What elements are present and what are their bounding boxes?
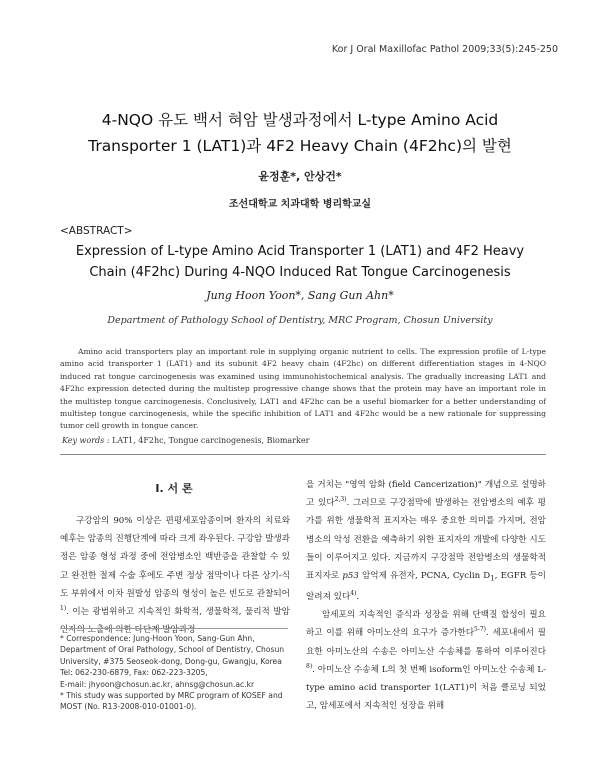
subscript: 1: [490, 573, 495, 583]
intro-paragraph: [60, 512, 290, 639]
english-department: Department of Pathology School of Dentistry, MRC Program, Chosun University: [107, 315, 493, 326]
footnote-correspondence: * Correspondence: Jung-Hoon Yoon, Sang-Gun Ahn, Department of Oral Pathology, School of Dentistry, Chosun University, #375 Seoseok-dong, Dong-gu, Gwangju, Korea: [60, 634, 285, 666]
english-title-line1: Expression of L-type Amino Acid Transporter 1 (LAT1) and 4F2 Heavy: [75, 244, 525, 259]
korean-title-line1: 4-NQO 유도 백서 혀암 발생과정에서 L-type Amino Acid: [101, 111, 499, 129]
footnote-tel-fax: Tel: 062-230-6879, Fax: 062-223-3205,: [60, 668, 208, 678]
abstract-heading: <ABSTRACT>: [60, 225, 133, 237]
footnotes: [60, 633, 288, 713]
intro-right-column: [306, 476, 546, 715]
text-run: . 그러므로 구강점막에 발생하는 전암병소의 예후 평가를 위한 생물학적 표지자는 매우 중요한 의미를 가지며, 전암병소의 악성 전환을 예측하기 위한 표지자의 개발에 다양한 시도들이 이루어지고 있다. 지금까지 구강점막 전암병소의 생물학적 표지자로: [306, 498, 546, 582]
footnote-support: * This study was supported by MRC program of KOSEF and MOST (No. R13-2008-010-01001-0).: [60, 691, 283, 712]
abstract-body: Amino acid transporters play an important role in supplying organic nutrient to cells. The expression profile of L-type amino acid transporter 1 (LAT1) and its subunit 4F2 heavy chain (4F2hc) on different differentiation stages in 4-NQO induced rat tongue carcinogenesis was examined using immunohistochemical analysis. The gradually increasing LAT1 and 4F2hc expression detected during the multistep progressive change shows that the protein may have an important role in the multistep tongue carcinogenesis. Conclusively, LAT1 and 4F2hc can be a useful biomarker for a better understanding of multistep tongue carcinogenesis, while the specific inhibition of LAT1 and 4F2hc would be a new rationale for suppressing tumor cell growth in tongue cancer.: [60, 347, 546, 431]
footnote-divider: [60, 628, 288, 629]
citation-ref: 1): [60, 605, 67, 613]
footnote-email: E-mail: jhyoon@chosun.ac.kr, ahnsg@chosun.ac.kr: [60, 679, 255, 689]
section-heading-introduction: I. 서 론: [155, 482, 193, 495]
english-authors: Jung Hoon Yoon*, Sang Gun Ahn*: [206, 289, 394, 302]
korean-authors: 윤정훈*, 안상건*: [258, 170, 342, 183]
keywords-list: LAT1, 4F2hc, Tongue carcinogenesis, Biomarker: [112, 436, 310, 445]
text-run: . 이는 광범위하고 지속적인 화학적, 생물학적, 물리적 발암 인자의 노출에 의한 다단계 발암과정: [60, 607, 290, 636]
english-title-line2: Chain (4F2hc) During 4-NQO Induced Rat Tongue Carcinogenesis: [89, 265, 511, 280]
citation-ref: 2,3): [334, 496, 347, 504]
korean-affiliation: 조선대학교 치과대학 병리학교실: [228, 199, 372, 210]
text-run: 암억제 유전자, PCNA, Cyclin D: [358, 571, 491, 582]
keywords-label: Key words :: [62, 436, 110, 445]
korean-title-line2: Transporter 1 (LAT1)과 4F2 Heavy Chain (4F2hc)의 발현: [88, 137, 512, 155]
gene-name: p53: [342, 571, 359, 582]
citation-ref: 8): [306, 662, 313, 670]
abstract-divider: [60, 454, 546, 455]
text-run: , EGFR 등이 알려져 있다: [306, 571, 546, 602]
citation-ref: 4): [350, 590, 357, 598]
journal-citation: Kor J Oral Maxillofac Pathol 2009;33(5):245-250: [331, 44, 558, 55]
citation-ref: 5-7): [474, 626, 487, 634]
intro-paragraph: [306, 606, 546, 715]
text-run: 구강암의 90% 이상은 편평세포암종이며 환자의 치료와 예후는 암종의 진행단계에 따라 크게 좌우된다. 구강암 발생과정은 암종 형성 과정 중에 전암병소인 백반증을 관찰할 수 있고 완전한 절제 수술 후에도 주변 정상 점막이나 다른 상기-식도 부위에서 이차 원발성 암종의 형성이 높은 빈도로 관찰되어: [60, 516, 290, 599]
keywords: [62, 436, 309, 445]
text-run: 을 거치는 "영역 암화 (field Cancerization)" 개념으로 설명하고 있다: [306, 480, 546, 509]
text-run: .: [356, 591, 360, 602]
text-run: 암세포의 지속적인 증식과 성장을 위해 단백질 합성이 필요하고 이를 위해 아미노산의 요구가 증가한다: [306, 610, 546, 639]
intro-paragraph: [306, 476, 546, 606]
text-run: . 세포내에서 필요한 아미노산의 수송은 아미노산 수송체를 통하여 이루어진다: [306, 628, 546, 657]
text-run: . 아미노산 수송체 L의 첫 번째 isoform인 아미노산 수송체 L-type amino acid transporter 1(LAT1)이 처음 클로닝 되었고, 암세포에서 지속적인 성장을 위해: [306, 664, 546, 712]
intro-left-column: [60, 512, 290, 639]
